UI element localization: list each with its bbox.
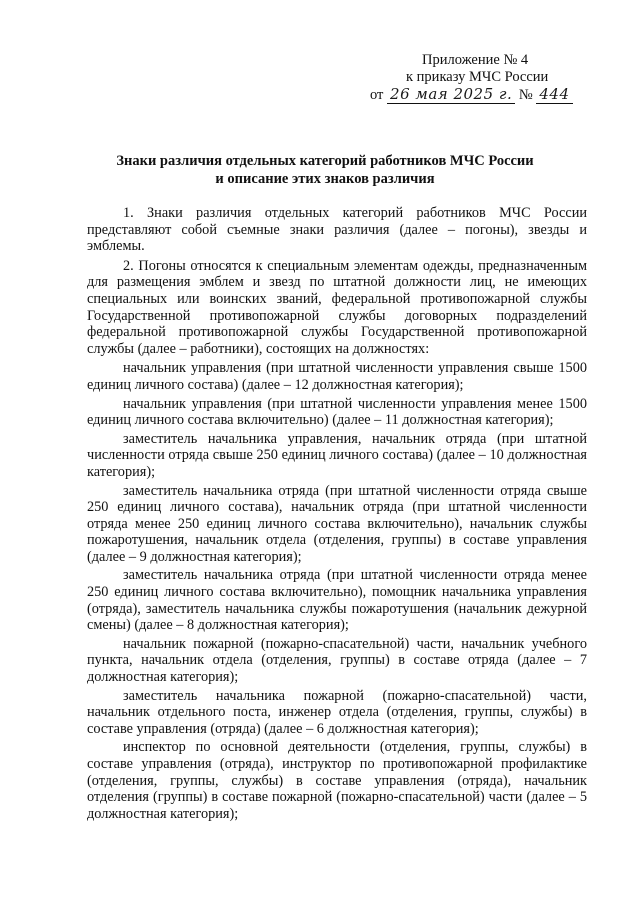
handwritten-date: 26 мая 2025 г.	[387, 86, 515, 104]
annex-from-label: от	[370, 87, 384, 103]
handwritten-order-number: 444	[536, 86, 572, 104]
paragraph-2: 2. Погоны относятся к специальным элементам одежды, предназначенным для размещения эмблем и звезд по штатной должности лиц, не имеющих специальных или воинских званий, федеральной противопожарной службы Государственной противопожарной службы договорных подразделений федеральной противопожарной службы Государственной противопожарной службы (далее – работники), состоящих на должностях:	[87, 257, 587, 357]
position-item: заместитель начальника пожарной (пожарно-спасательной) части, начальник отдельного поста, инженер отдела (отделения, группы, службы) в составе управления (отряда) (далее – 6 должностная категория);	[87, 687, 587, 737]
position-item: заместитель начальника отряда (при штатной численности отряда свыше 250 единиц личного состава), начальник отряда (при штатной численности отряда менее 250 единиц личного состава включительно), начальник службы пожаротушения, начальник отдела (отделения, группы) в составе управления (далее – 9 должностная категория);	[87, 482, 587, 565]
title-line-1: Знаки различия отдельных категорий работников МЧС России	[116, 153, 534, 169]
position-item: начальник пожарной (пожарно-спасательной) части, начальник учебного пункта, начальник отдела (отделения, группы) в составе отряда (далее – 7 должностная категория);	[87, 635, 587, 686]
paragraph-1: 1. Знаки различия отдельных категорий работников МЧС России представляют собой съемные знаки различия (далее – погоны), звезды и эмблемы.	[87, 205, 587, 255]
document-title	[40, 152, 610, 188]
position-item: начальник управления (при штатной численности управления свыше 1500 единиц личного состава) (далее – 12 должностная категория);	[87, 360, 587, 393]
annex-header	[370, 52, 600, 104]
title-line-2: и описание этих знаков различия	[215, 171, 435, 187]
annex-order-ref: к приказу МЧС России	[406, 69, 549, 85]
annex-number: Приложение № 4	[422, 52, 529, 68]
position-item: заместитель начальника управления, начальник отряда (при штатной численности отряда свыше 250 единиц личного состава) (далее – 10 должностная категория);	[87, 430, 587, 480]
position-item: инспектор по основной деятельности (отделения, группы, службы) в составе управления (отряда), инструктор по противопожарной профилактике (отделения, группы, службы) в составе управления (отряда), начальник отделения (группы) в составе пожарной (пожарно-спасательной) части (далее – 5 должностная категория);	[87, 739, 587, 822]
position-item: заместитель начальника отряда (при штатной численности отряда менее 250 единиц личного состава включительно), помощник начальника управления (отряда), заместитель начальника службы пожаротушения (начальник дежурной смены) (далее – 8 должностная категория);	[87, 567, 587, 634]
annex-date-line	[370, 86, 600, 104]
position-item: начальник управления (при штатной численности управления менее 1500 единиц личного состава включительно) (далее – 11 должностная категория);	[87, 395, 587, 429]
annex-number-label: №	[518, 87, 533, 103]
document-body	[87, 205, 587, 824]
